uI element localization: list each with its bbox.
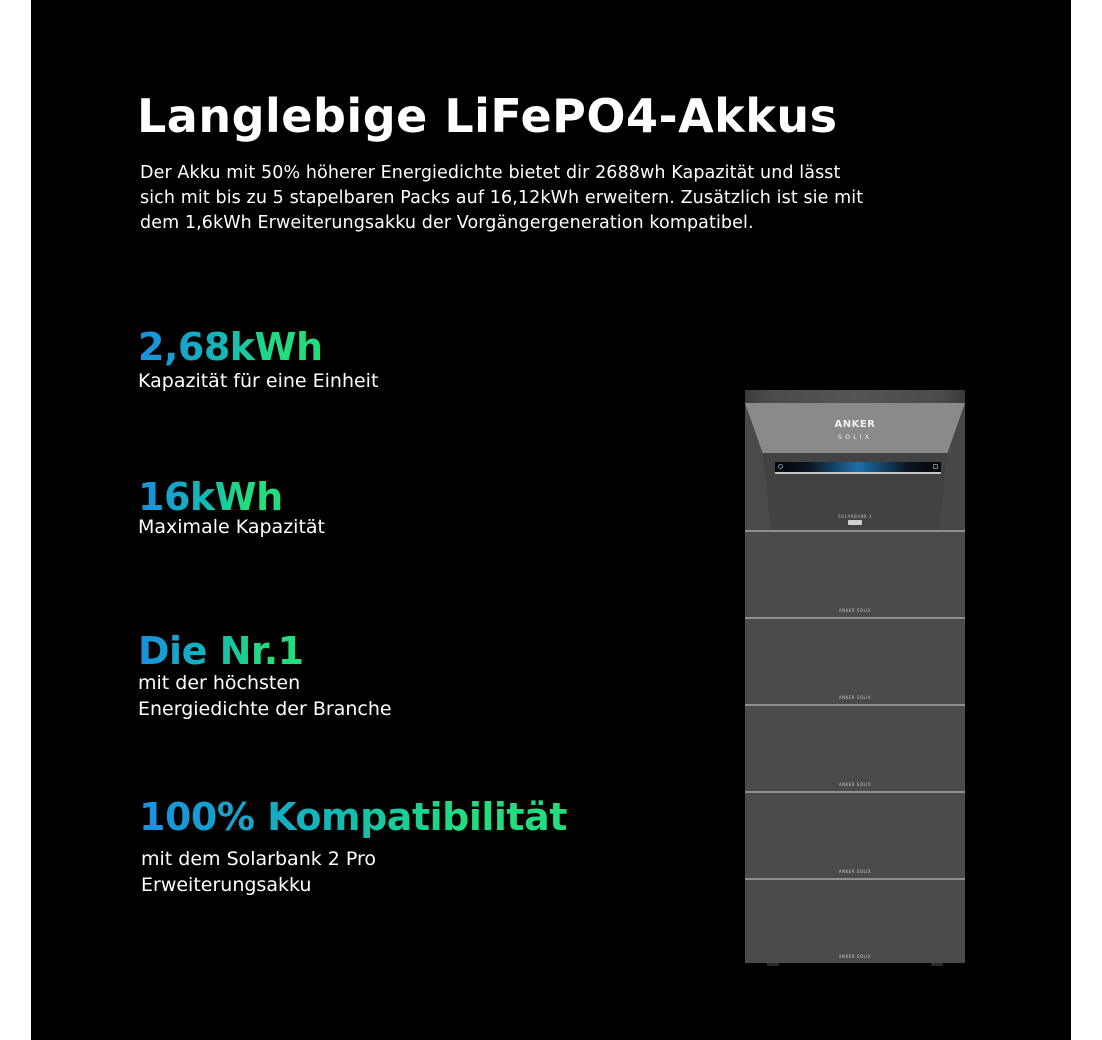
intro-line: sich mit bis zu 5 stapelbaren Packs auf 16,12kWh erweitern. Zusätzlich ist sie mit — [140, 188, 864, 208]
stat-description — [138, 514, 325, 540]
intro-line: Der Akku mit 50% höherer Energiedichte bietet dir 2688wh Kapazität und lässt — [140, 163, 841, 183]
module-label: ANKER SOLIX — [838, 695, 872, 700]
module-label: ANKER SOLIX — [838, 869, 872, 874]
stat-description-line: Energiedichte der Branche — [138, 698, 392, 720]
tower-top-rim — [745, 390, 965, 404]
brand-sublogo: SOLIX — [837, 433, 873, 441]
model-label: SOLARBANK 3 — [838, 514, 872, 519]
stat-value: 100% Kompatibilität — [139, 795, 567, 839]
power-icon — [778, 464, 783, 469]
stat-value: 16kWh — [138, 475, 283, 519]
stat-compatibility — [139, 794, 567, 898]
stat-description-line: mit der höchsten — [138, 672, 301, 694]
stat-value: 2,68kWh — [138, 325, 323, 369]
battery-module — [745, 791, 965, 878]
stat-description-line: mit dem Solarbank 2 Pro — [141, 848, 377, 870]
led-status-bar — [775, 462, 941, 474]
tower-foot — [931, 963, 943, 966]
stat-energy-density — [138, 628, 392, 722]
stat-description-line: Kapazität für eine Einheit — [138, 370, 379, 392]
module-label: ANKER SOLIX — [838, 608, 872, 613]
battery-module — [745, 704, 965, 791]
brand-logo: ANKER — [834, 419, 876, 430]
page-title: Langlebige LiFePO4-Akkus — [137, 89, 838, 143]
stat-description — [141, 846, 567, 898]
module-label: ANKER SOLIX — [838, 782, 872, 787]
model-badge — [848, 520, 862, 525]
stat-description — [138, 670, 392, 722]
stat-value: Die Nr.1 — [138, 629, 304, 673]
stat-description-line: Erweiterungsakku — [141, 874, 312, 896]
stat-max-capacity — [138, 474, 325, 540]
controller-unit — [745, 403, 965, 531]
battery-module — [745, 617, 965, 704]
stat-capacity-unit — [138, 324, 378, 394]
intro-line: dem 1,6kWh Erweiterungsakku der Vorgängergeneration kompatibel. — [140, 213, 754, 233]
module-label: ANKER SOLIX — [838, 954, 872, 959]
intro-paragraph — [140, 161, 970, 236]
battery-module — [745, 530, 965, 617]
stat-description — [138, 368, 378, 394]
indicator-icon — [933, 464, 938, 469]
battery-tower-image — [745, 390, 965, 966]
battery-module — [745, 878, 965, 963]
tower-foot — [767, 963, 779, 966]
stat-description-line: Maximale Kapazität — [138, 516, 325, 538]
